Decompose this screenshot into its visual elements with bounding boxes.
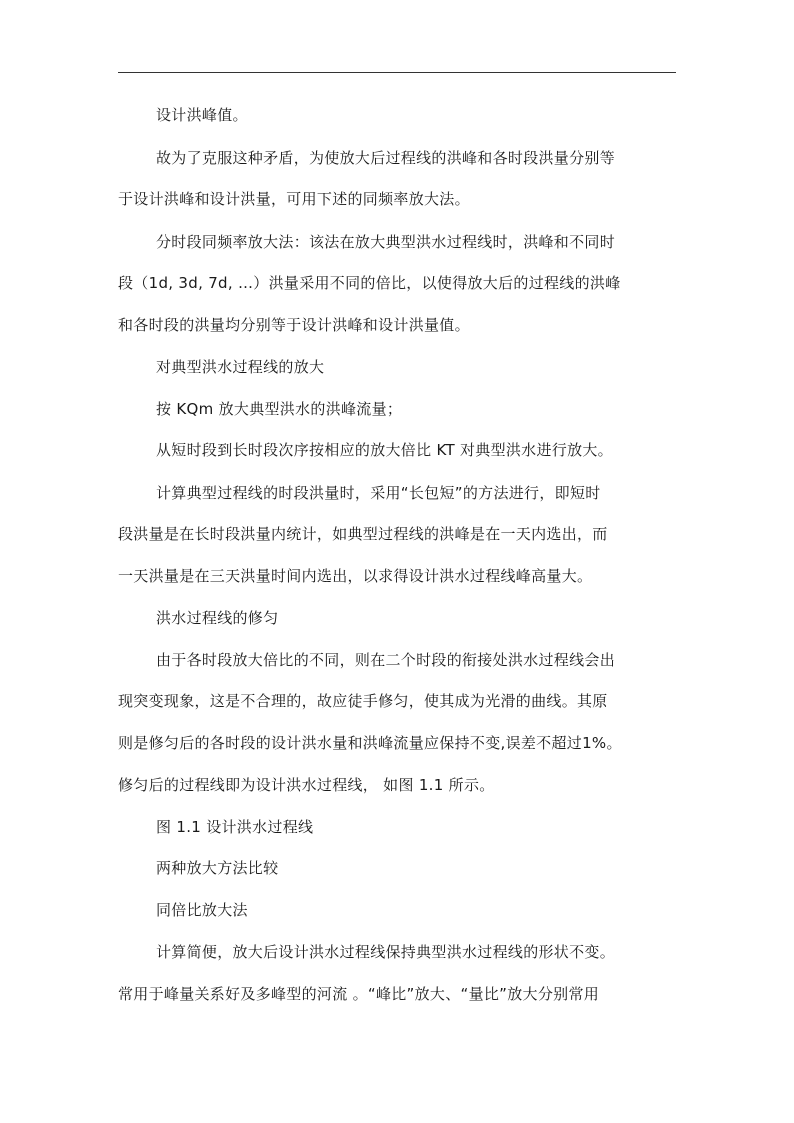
paragraph-line: 计算简便，放大后设计洪水过程线保持典型洪水过程线的形状不变。 xyxy=(156,943,616,961)
section-heading: 两种放大方法比较 xyxy=(156,859,279,877)
figure-caption: 图 1.1 设计洪水过程线 xyxy=(156,818,314,836)
section-heading: 同倍比放大法 xyxy=(156,901,248,919)
paragraph-line: 和各时段的洪量均分别等于设计洪峰和设计洪量值。 xyxy=(118,316,470,334)
section-heading: 洪水过程线的修匀 xyxy=(156,609,279,627)
paragraph-line: 段洪量是在长时段洪量内统计，如典型过程线的洪峰是在一天内选出，而 xyxy=(118,525,608,543)
paragraph-line: 于设计洪峰和设计洪量，可用下述的同频率放大法。 xyxy=(118,190,470,208)
paragraph-line: 段（1d, 3d, 7d, …）洪量采用不同的倍比，以使得放大后的过程线的洪峰 xyxy=(118,274,621,292)
paragraph-line: 设计洪峰值。 xyxy=(156,106,248,124)
paragraph-line: 从短时段到长时段次序按相应的放大倍比 KT 对典型洪水进行放大。 xyxy=(156,441,613,459)
paragraph-line: 一天洪量是在三天洪量时间内选出，以求得设计洪水过程线峰高量大。 xyxy=(118,567,593,585)
paragraph-line: 现突变现象，这是不合理的，故应徒手修匀，使其成为光滑的曲线。其原 xyxy=(118,692,608,710)
header-rule xyxy=(118,72,676,73)
paragraph-line: 修匀后的过程线即为设计洪水过程线， 如图 1.1 所示。 xyxy=(118,776,495,794)
paragraph-line: 按 KQm 放大典型洪水的洪峰流量； xyxy=(156,400,403,418)
paragraph-line: 由于各时段放大倍比的不同，则在二个时段的衔接处洪水过程线会出 xyxy=(156,651,616,669)
paragraph-line: 计算典型过程线的时段洪量时，采用“长包短”的方法进行，即短时 xyxy=(156,484,601,502)
paragraph-line: 常用于峰量关系好及多峰型的河流 。“峰比”放大、“量比”放大分别常用 xyxy=(118,985,600,1003)
section-heading: 对典型洪水过程线的放大 xyxy=(156,358,325,376)
paragraph-line: 则是修匀后的各时段的设计洪水量和洪峰流量应保持不变,误差不超过1%。 xyxy=(118,734,622,752)
paragraph-line: 故为了克服这种矛盾，为使放大后过程线的洪峰和各时段洪量分别等 xyxy=(156,149,616,167)
paragraph-line: 分时段同频率放大法：该法在放大典型洪水过程线时，洪峰和不同时 xyxy=(156,233,616,251)
